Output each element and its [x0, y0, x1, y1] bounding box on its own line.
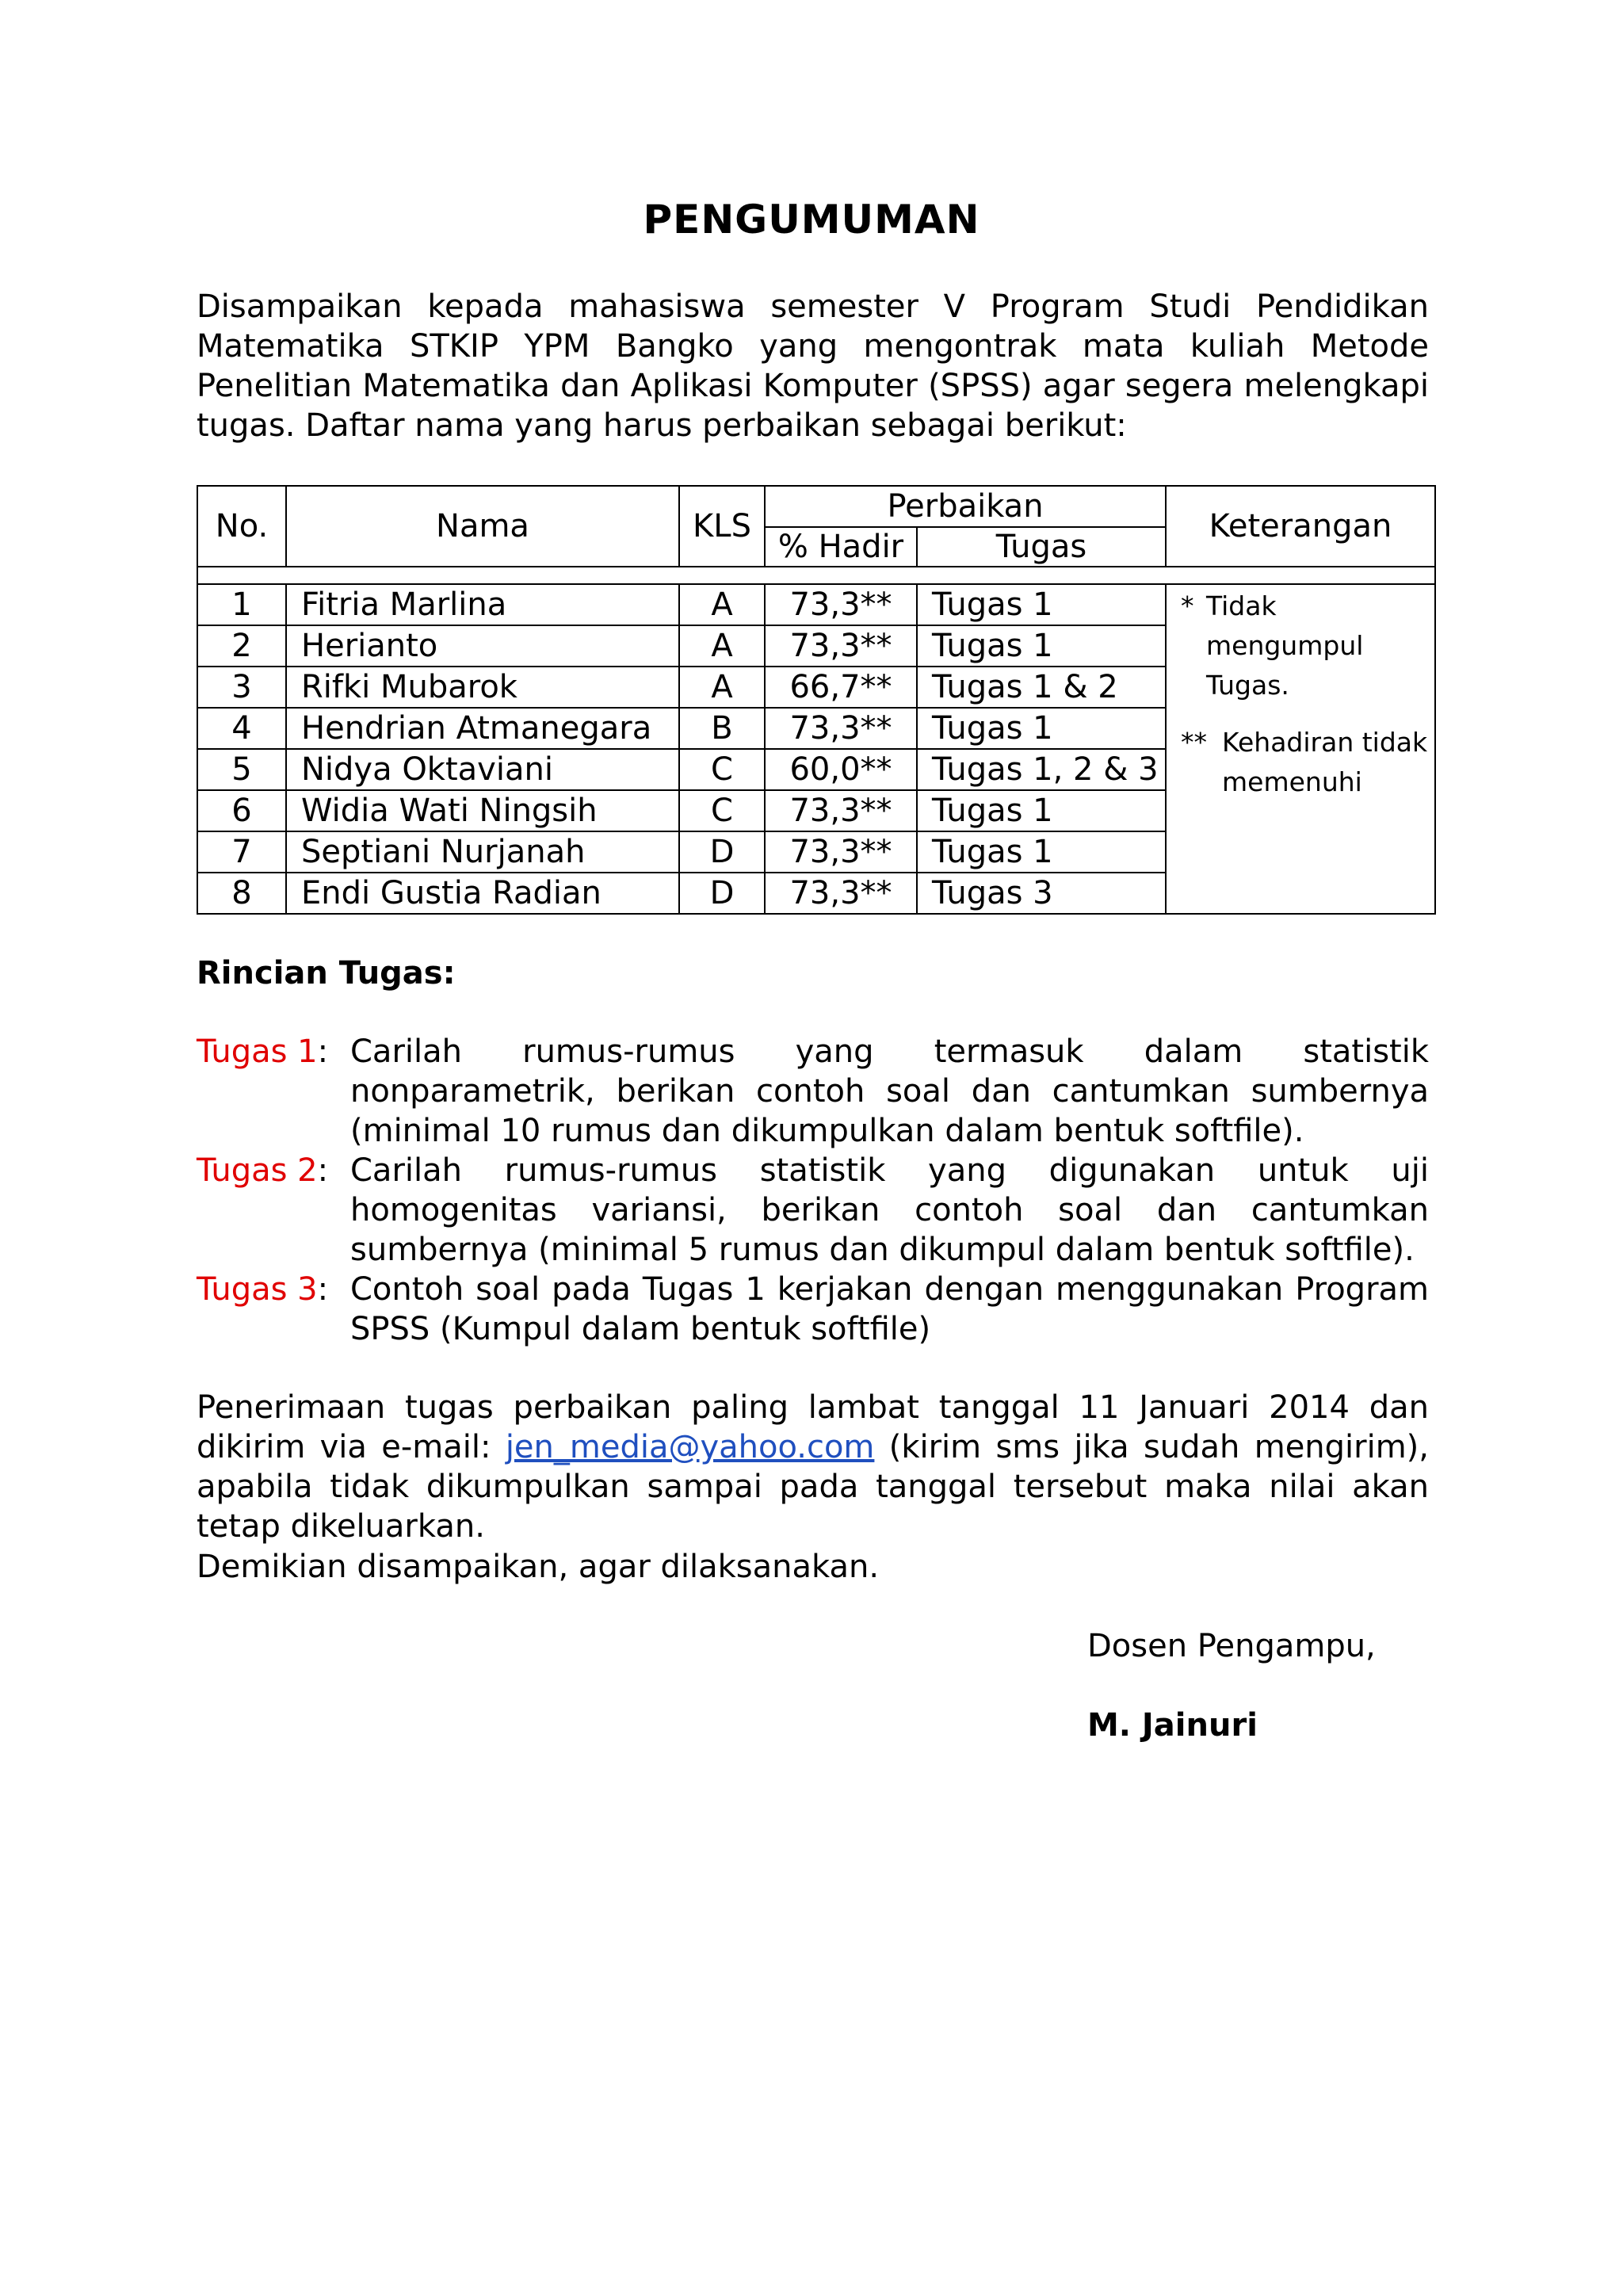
- header-no: No.: [197, 486, 286, 567]
- task-separator: :: [317, 1152, 329, 1189]
- task-label: [197, 1270, 350, 1349]
- closing-line: Demikian disampaikan, agar dilaksanakan.: [197, 1549, 880, 1585]
- rincian-heading: Rincian Tugas:: [197, 955, 456, 991]
- cell-nama: Endi Gustia Radian: [286, 873, 679, 914]
- note-text: Tidak mengumpul Tugas.: [1206, 590, 1364, 701]
- cell-no: 7: [197, 831, 286, 873]
- keterangan-notes: [1166, 584, 1435, 914]
- cell-hadir: 73,3**: [765, 625, 917, 667]
- cell-tugas: Tugas 1: [917, 790, 1166, 831]
- cell-kls: C: [679, 749, 765, 790]
- page-title: PENGUMUMAN: [643, 197, 980, 243]
- cell-nama: Fitria Marlina: [286, 584, 679, 625]
- cell-hadir: 73,3**: [765, 873, 917, 914]
- cell-kls: A: [679, 667, 765, 708]
- cell-nama: Rifki Mubarok: [286, 667, 679, 708]
- header-perbaikan: Perbaikan: [765, 486, 1166, 527]
- cell-no: 2: [197, 625, 286, 667]
- deadline-text-before: Penerimaan tugas perbaikan paling lambat tanggal 11 Januari 2014 dan dikirim via e-mail:: [197, 1389, 1429, 1465]
- cell-kls: A: [679, 584, 765, 625]
- note-item: [1181, 586, 1434, 705]
- header-nama: Nama: [286, 486, 679, 567]
- cell-no: 8: [197, 873, 286, 914]
- header-kls: KLS: [679, 486, 765, 567]
- note-mark: **: [1181, 727, 1207, 758]
- deadline-text-after: (kirim sms jika sudah mengirim), apabila tidak dikumpulkan sampai pada tanggal tersebut maka nilai akan tetap dikeluarkan.: [197, 1429, 1430, 1545]
- deadline-paragraph: [197, 1388, 1429, 1546]
- table-gap-row: [197, 567, 1435, 584]
- intro-paragraph: Disampaikan kepada mahasiswa semester V Program Studi Pendidikan Matematika STKIP YPM Bangko yang mengontrak mata kuliah Metode Penelitian Matematika dan Aplikasi Komputer (SPSS) agar segera melengkapi tugas. Daftar nama yang harus perbaikan sebagai berikut:: [197, 288, 1429, 444]
- header-hadir: % Hadir: [765, 527, 917, 567]
- task-name: Tugas 2: [197, 1152, 318, 1189]
- cell-tugas: Tugas 1 & 2: [917, 667, 1166, 708]
- cell-nama: Hendrian Atmanegara: [286, 708, 679, 749]
- task-description: Carilah rumus-rumus yang termasuk dalam statistik nonparametrik, berikan contoh soal dan cantumkan sumbernya (minimal 10 rumus dan dikumpulkan dalam bentuk softfile).: [350, 1033, 1429, 1149]
- cell-tugas: Tugas 1: [917, 831, 1166, 873]
- cell-hadir: 60,0**: [765, 749, 917, 790]
- remedial-table: [197, 485, 1436, 915]
- cell-kls: B: [679, 708, 765, 749]
- cell-tugas: Tugas 3: [917, 873, 1166, 914]
- cell-kls: D: [679, 831, 765, 873]
- table-row: [197, 584, 1435, 625]
- cell-tugas: Tugas 1: [917, 625, 1166, 667]
- task-description: Carilah rumus-rumus statistik yang digunakan untuk uji homogenitas variansi, berikan contoh soal dan cantumkan sumbernya (minimal 5 rumus dan dikumpul dalam bentuk softfile).: [350, 1152, 1429, 1268]
- task-description: Contoh soal pada Tugas 1 kerjakan dengan menggunakan Program SPSS (Kumpul dalam bentuk softfile): [350, 1271, 1429, 1347]
- task-name: Tugas 3: [197, 1271, 318, 1308]
- task-label: [197, 1032, 350, 1151]
- cell-nama: Nidya Oktaviani: [286, 749, 679, 790]
- cell-no: 3: [197, 667, 286, 708]
- cell-no: 6: [197, 790, 286, 831]
- cell-hadir: 73,3**: [765, 708, 917, 749]
- cell-nama: Herianto: [286, 625, 679, 667]
- cell-no: 5: [197, 749, 286, 790]
- note-mark: *: [1181, 590, 1194, 621]
- task-item: [197, 1151, 1429, 1270]
- task-item: [197, 1270, 1429, 1349]
- task-list: [197, 1032, 1429, 1349]
- task-name: Tugas 1: [197, 1033, 318, 1070]
- table-header-row: [197, 486, 1435, 527]
- cell-hadir: 73,3**: [765, 584, 917, 625]
- task-separator: :: [317, 1033, 329, 1070]
- cell-nama: Widia Wati Ningsih: [286, 790, 679, 831]
- task-item: [197, 1032, 1429, 1151]
- cell-no: 1: [197, 584, 286, 625]
- signature-name: M. Jainuri: [1087, 1707, 1258, 1744]
- note-item: [1181, 723, 1434, 802]
- cell-hadir: 73,3**: [765, 790, 917, 831]
- header-tugas: Tugas: [917, 527, 1166, 567]
- signature-role: Dosen Pengampu,: [1087, 1628, 1376, 1664]
- cell-tugas: Tugas 1, 2 & 3: [917, 749, 1166, 790]
- cell-kls: C: [679, 790, 765, 831]
- header-keterangan: Keterangan: [1166, 486, 1435, 567]
- task-separator: :: [317, 1271, 329, 1308]
- email-link[interactable]: jen_media@yahoo.com: [505, 1429, 875, 1465]
- note-text: Kehadiran tidak memenuhi: [1222, 727, 1428, 797]
- task-label: [197, 1151, 350, 1270]
- cell-nama: Septiani Nurjanah: [286, 831, 679, 873]
- cell-hadir: 73,3**: [765, 831, 917, 873]
- cell-hadir: 66,7**: [765, 667, 917, 708]
- cell-tugas: Tugas 1: [917, 584, 1166, 625]
- cell-tugas: Tugas 1: [917, 708, 1166, 749]
- cell-no: 4: [197, 708, 286, 749]
- cell-kls: D: [679, 873, 765, 914]
- cell-kls: A: [679, 625, 765, 667]
